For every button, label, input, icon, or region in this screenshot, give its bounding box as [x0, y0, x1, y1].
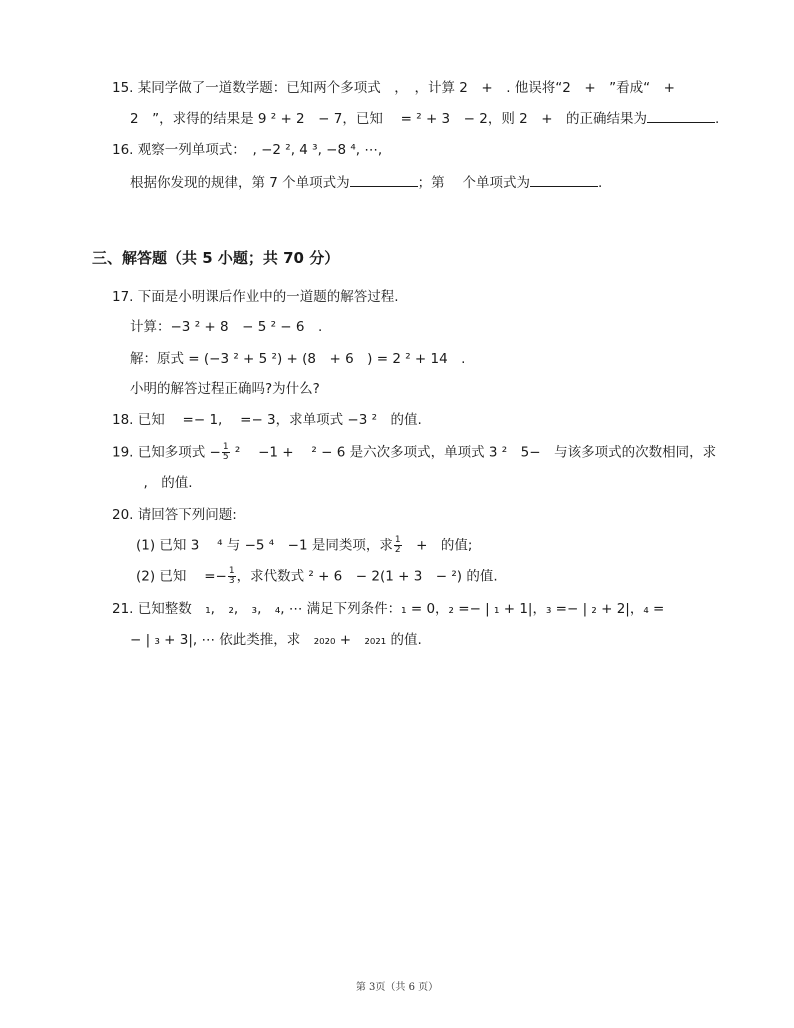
q20-part2-frac-num: 1 [228, 566, 235, 576]
q21-line2: − | ₃ + 3|, ⋯ 依此类推，求 ₂₀₂₀ + ₂₀₂₁ 的值. [130, 632, 422, 648]
page-footer: 第 3页（共 6 页） [355, 982, 439, 993]
q17-calc: 计算：−3 ² + 8 − 5 ² − 6 . [130, 319, 323, 335]
q16-line1: 16. 观察一列单项式： , −2 ², 4 ³, −8 ⁴, ⋯, [112, 142, 383, 158]
q21-line1: 21. 已知整数 ₁, ₂, ₃, ₄, ⋯ 满足下列条件：₁ = 0，₂ =− | ₁ + 1|，₃ =− | ₂ + 2|，₄ = [112, 601, 665, 617]
q19-frac-den: 5 [222, 452, 229, 462]
q15-line1: 15. 某同学做了一道数学题：已知两个多项式 ， ，计算 2 + . 他误将“2 + ”看成“ + [112, 80, 675, 96]
q16-blank-1 [350, 173, 418, 187]
q15-line2-end: . [715, 111, 720, 127]
q20-part2-text-a: (2) 已知 =− [136, 568, 227, 585]
q20-line1: 20. 请回答下列问题: [112, 507, 237, 523]
q16-line2-end: . [597, 175, 603, 191]
q17-line1: 17. 下面是小明课后作业中的一道题的解答过程. [112, 289, 399, 305]
q15-line2-text: 2 ”，求得的结果是 9 ² + 2 − 7，已知 = ² + 3 − 2，则 2 + 的正确结果为 [130, 111, 648, 127]
q19-fraction [222, 443, 230, 462]
q16-line2-text-a: 根据你发现的规律，第 7 个单项式为 [130, 175, 350, 191]
q20-part2-fraction [228, 567, 236, 586]
section-title: 三、解答题（共 5 小题；共 70 分） [92, 249, 340, 267]
q20-part1-frac-den: 2 [394, 545, 401, 555]
q20-part1-text-b: + 的值; [402, 537, 473, 554]
q20-part1-text-a: (1) 已知 3 ⁴ 与 −5 ⁴ −1 是同类项，求 [136, 537, 393, 554]
q20-part1-frac-num: 1 [394, 535, 401, 545]
q20-part2 [136, 567, 498, 586]
q17-solution: 解：原式 = (−3 ² + 5 ²) + (8 + 6 ) = 2 ² + 14 . [130, 351, 466, 367]
q19-line2: , 的值. [130, 475, 193, 491]
q15-answer-blank [647, 109, 715, 123]
q16-blank-2 [530, 173, 598, 187]
q17-question: 小明的解答过程正确吗?为什么? [130, 381, 320, 397]
q18-line1: 18. 已知 =− 1, =− 3，求单项式 −3 ² 的值. [112, 412, 422, 428]
q20-part2-frac-den: 3 [228, 576, 235, 586]
q19-text-a: 19. 已知多项式 − [112, 444, 221, 461]
q20-part1-fraction [394, 536, 402, 555]
q15-line2 [130, 109, 719, 128]
q20-part2-text-b: ，求代数式 ² + 6 − 2(1 + 3 − ²) 的值. [236, 568, 498, 585]
q19-frac-num: 1 [222, 442, 229, 452]
q16-line2-text-b: ；第 个单项式为 [417, 175, 530, 191]
q20-part1 [136, 536, 473, 555]
q19-line1 [112, 443, 716, 462]
q16-line2 [130, 173, 602, 192]
q19-text-b: ² −1 + ² − 6 是六次多项式，单项式 3 ² 5− 与该多项式的次数相同，求 [230, 444, 717, 461]
